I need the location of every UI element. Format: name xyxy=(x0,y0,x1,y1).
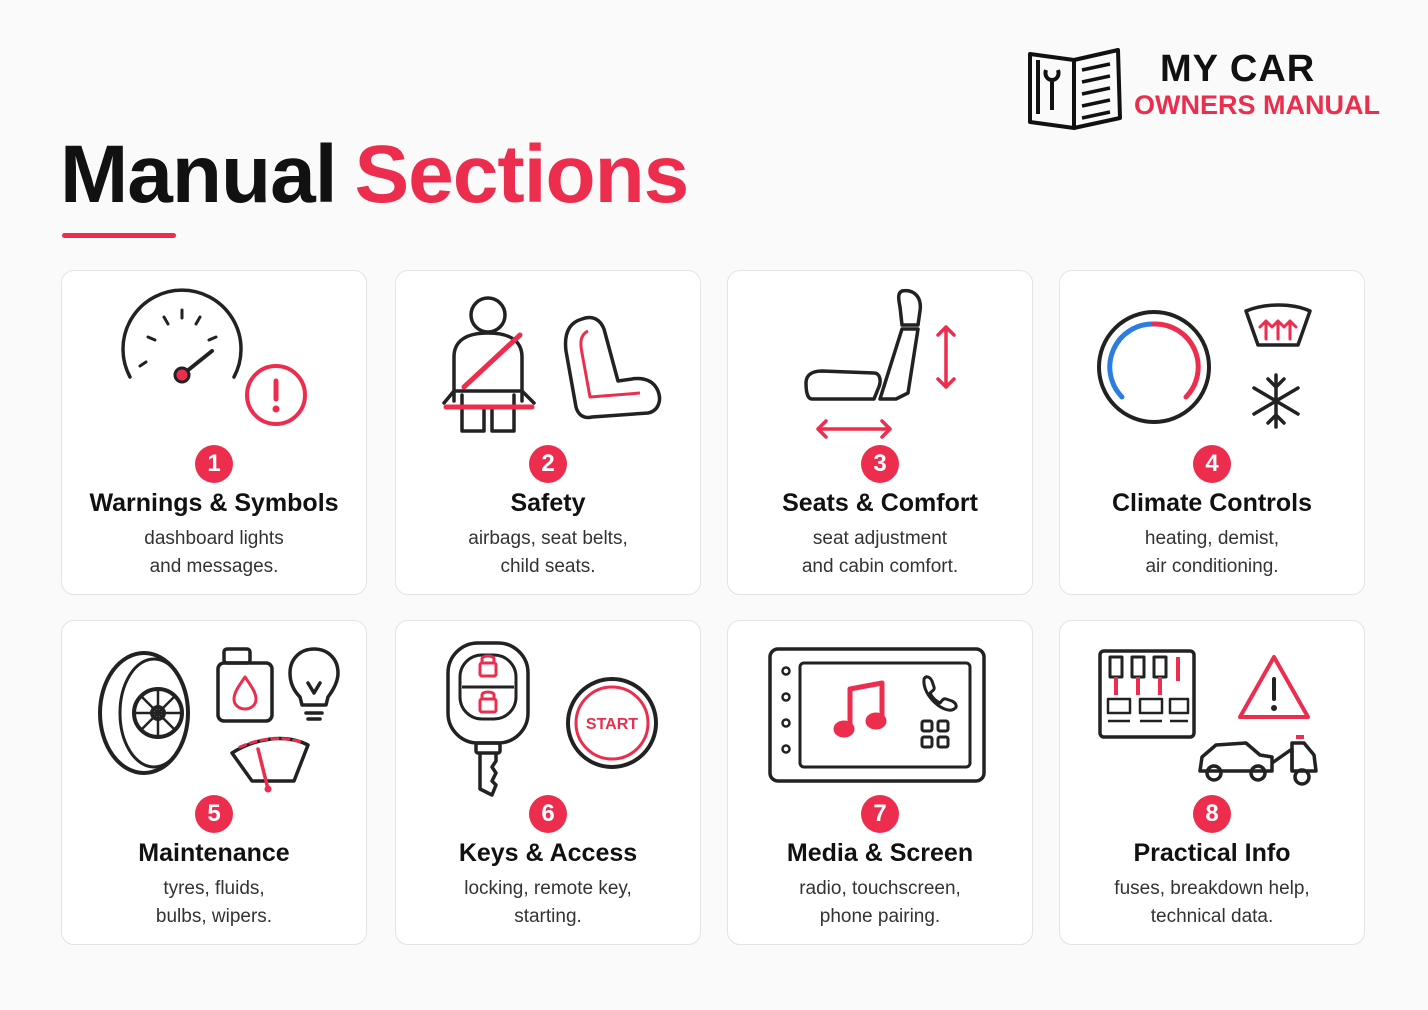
section-card-maintenance[interactable] xyxy=(61,620,367,945)
section-description xyxy=(406,875,690,931)
section-title: Warnings & Symbols xyxy=(89,489,339,517)
speedometer-icon xyxy=(123,290,241,382)
section-card-warnings[interactable] xyxy=(61,270,367,595)
section-card-seats[interactable] xyxy=(727,270,1033,595)
section-description xyxy=(72,875,356,931)
section-number-badge: 3 xyxy=(861,445,899,483)
section-description xyxy=(1070,525,1354,581)
page-title-word1: Manual xyxy=(60,129,337,220)
section-description-line1: heating, demist, xyxy=(1144,528,1280,549)
key-fob-icon xyxy=(448,643,528,795)
section-description xyxy=(738,525,1022,581)
fluid-bottle-icon xyxy=(218,649,272,721)
section-title: Media & Screen xyxy=(786,839,974,867)
section-number-badge: 2 xyxy=(529,445,567,483)
defrost-icon xyxy=(1246,305,1310,345)
section-description-line1: tyres, fluids, xyxy=(163,878,265,899)
section-description-line2: starting. xyxy=(514,906,582,927)
section-number-badge: 4 xyxy=(1193,445,1231,483)
title-underline xyxy=(62,233,176,238)
music-note-icon xyxy=(836,683,884,735)
section-description-line2: bulbs, wipers. xyxy=(155,906,273,927)
warning-circle-icon xyxy=(247,366,305,424)
section-description-line2: phone pairing. xyxy=(819,906,941,927)
section-description xyxy=(1070,875,1354,931)
fuse-box-icon xyxy=(1100,651,1194,737)
section-description-line2: and messages. xyxy=(149,556,279,577)
section-description-line1: radio, touchscreen, xyxy=(799,878,961,899)
section-description-line1: airbags, seat belts, xyxy=(468,528,628,549)
start-button-icon xyxy=(568,679,656,767)
section-description-line2: child seats. xyxy=(500,556,596,577)
section-card-practical[interactable] xyxy=(1059,620,1365,945)
tyre-icon xyxy=(100,653,188,773)
manual-book-wrench-icon xyxy=(1024,44,1128,132)
section-1-illustration xyxy=(62,271,368,451)
section-title: Maintenance xyxy=(138,839,290,867)
section-description-line1: fuses, breakdown help, xyxy=(1114,878,1310,899)
temperature-dial-icon xyxy=(1099,312,1209,422)
section-description-line1: seat adjustment xyxy=(812,528,948,549)
snowflake-icon xyxy=(1254,375,1298,427)
section-number-badge: 5 xyxy=(195,795,233,833)
section-7-illustration xyxy=(728,621,1034,801)
section-description xyxy=(738,875,1022,931)
section-card-climate[interactable] xyxy=(1059,270,1365,595)
section-5-illustration xyxy=(62,621,368,801)
section-description-line2: and cabin comfort. xyxy=(801,556,959,577)
child-seat-icon xyxy=(566,317,660,417)
section-description-line1: locking, remote key, xyxy=(464,878,632,899)
warning-triangle-icon xyxy=(1240,657,1308,717)
section-number-badge: 6 xyxy=(529,795,567,833)
section-number-badge: 1 xyxy=(195,445,233,483)
section-3-illustration xyxy=(728,271,1034,451)
section-description-line2: air conditioning. xyxy=(1145,556,1279,577)
section-number-badge: 8 xyxy=(1193,795,1231,833)
brand-logo xyxy=(1024,44,1384,134)
section-card-safety[interactable] xyxy=(395,270,701,595)
section-8-illustration xyxy=(1060,621,1366,801)
section-title: Practical Info xyxy=(1133,839,1291,867)
section-card-media[interactable] xyxy=(727,620,1033,945)
page-title xyxy=(60,128,688,222)
brand-name-line1: MY CAR xyxy=(1160,48,1316,90)
section-number-badge: 7 xyxy=(861,795,899,833)
bulb-icon xyxy=(290,649,338,719)
section-title: Seats & Comfort xyxy=(782,489,978,517)
section-title: Safety xyxy=(510,489,586,517)
section-4-illustration xyxy=(1060,271,1366,451)
start-button-label: START xyxy=(585,716,639,733)
page-title-word2: Sections xyxy=(354,129,689,220)
section-description xyxy=(72,525,356,581)
brand-name-line2: OWNERS MANUAL xyxy=(1134,90,1380,120)
apps-grid-icon xyxy=(922,721,948,747)
section-6-illustration xyxy=(396,621,702,801)
section-title: Keys & Access xyxy=(458,839,638,867)
wiper-icon xyxy=(232,739,308,793)
section-2-illustration xyxy=(396,271,702,451)
section-description-line2: technical data. xyxy=(1150,906,1274,927)
car-seat-icon xyxy=(806,291,920,399)
seatbelt-person-icon xyxy=(444,298,534,431)
tow-truck-icon xyxy=(1200,737,1316,784)
section-description xyxy=(406,525,690,581)
section-card-keys[interactable] xyxy=(395,620,701,945)
section-description-line1: dashboard lights xyxy=(144,528,284,549)
section-title: Climate Controls xyxy=(1111,489,1313,517)
phone-icon xyxy=(924,677,956,710)
